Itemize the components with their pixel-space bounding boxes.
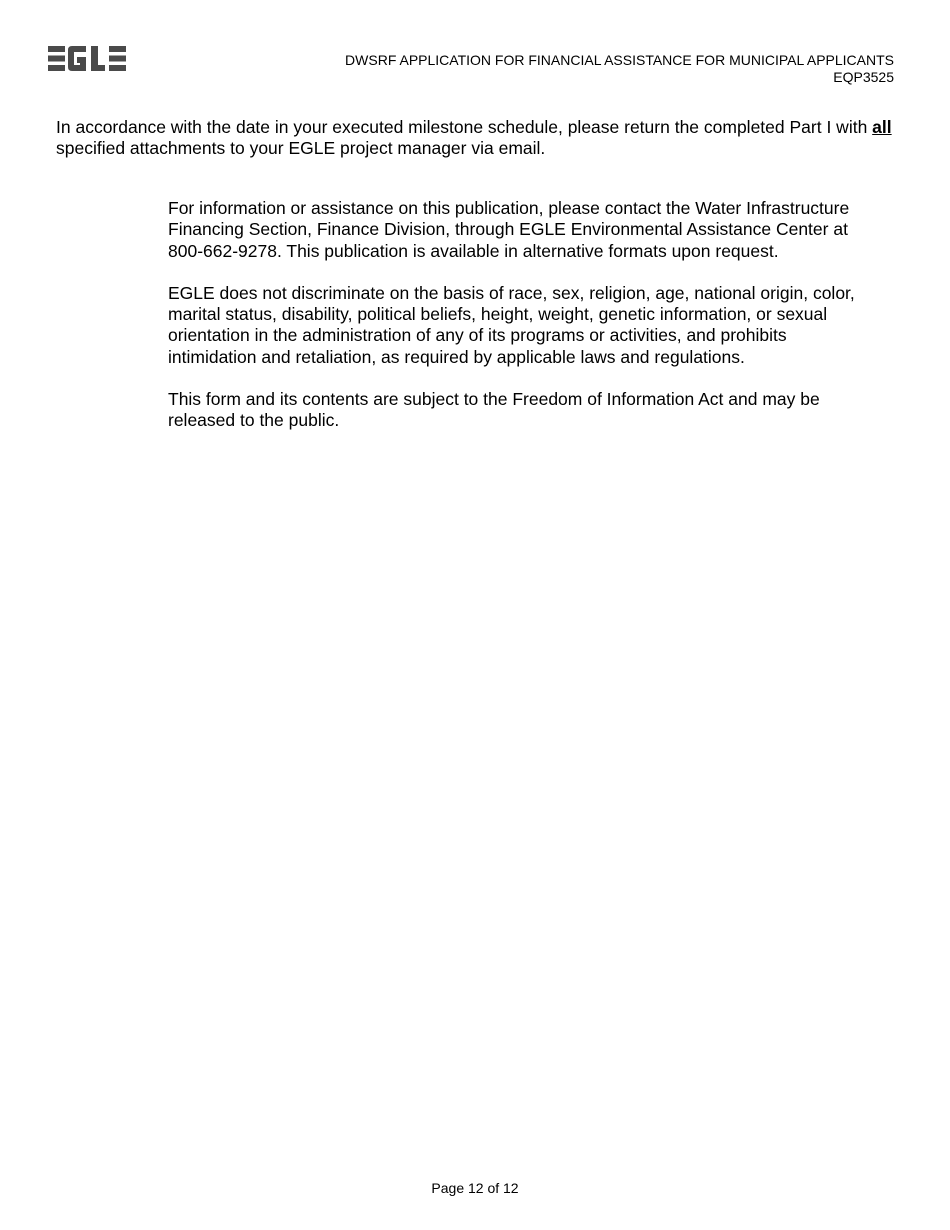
contact-paragraph: For information or assistance on this publication, please contact the Water Infrastructure Financing Section, Finance Division, through EGLE Environmental Assistance Center at 800-662-9278. This publication is available in alternative formats upon request. [168, 198, 850, 261]
egle-logo [48, 46, 126, 71]
page-number: Page 12 of 12 [431, 1180, 519, 1196]
submission-instructions [56, 117, 896, 159]
nondiscrimination-paragraph: EGLE does not discriminate on the basis of race, sex, religion, age, national origin, color, marital status, disability, political beliefs, height, weight, genetic information, or sexual orientation in the administration of any of its programs or activities, and prohibits intimidation and retaliation, as required by applicable laws and regulations. [168, 282, 855, 367]
egle-logo-icon [48, 46, 126, 71]
form-header [345, 52, 894, 86]
instructions-text-1: In accordance with the date in your executed milestone schedule, please return the completed Part I with [56, 117, 873, 137]
instructions-text-2: specified attachments to your EGLE project manager via email. [56, 138, 546, 158]
publication-notice [168, 198, 868, 453]
instructions-emphasis: all [872, 117, 892, 137]
foia-paragraph: This form and its contents are subject to the Freedom of Information Act and may be released to the public. [168, 389, 820, 431]
form-title: DWSRF APPLICATION FOR FINANCIAL ASSISTANCE FOR MUNICIPAL APPLICANTS [345, 52, 894, 68]
form-number: EQP3525 [833, 69, 894, 85]
